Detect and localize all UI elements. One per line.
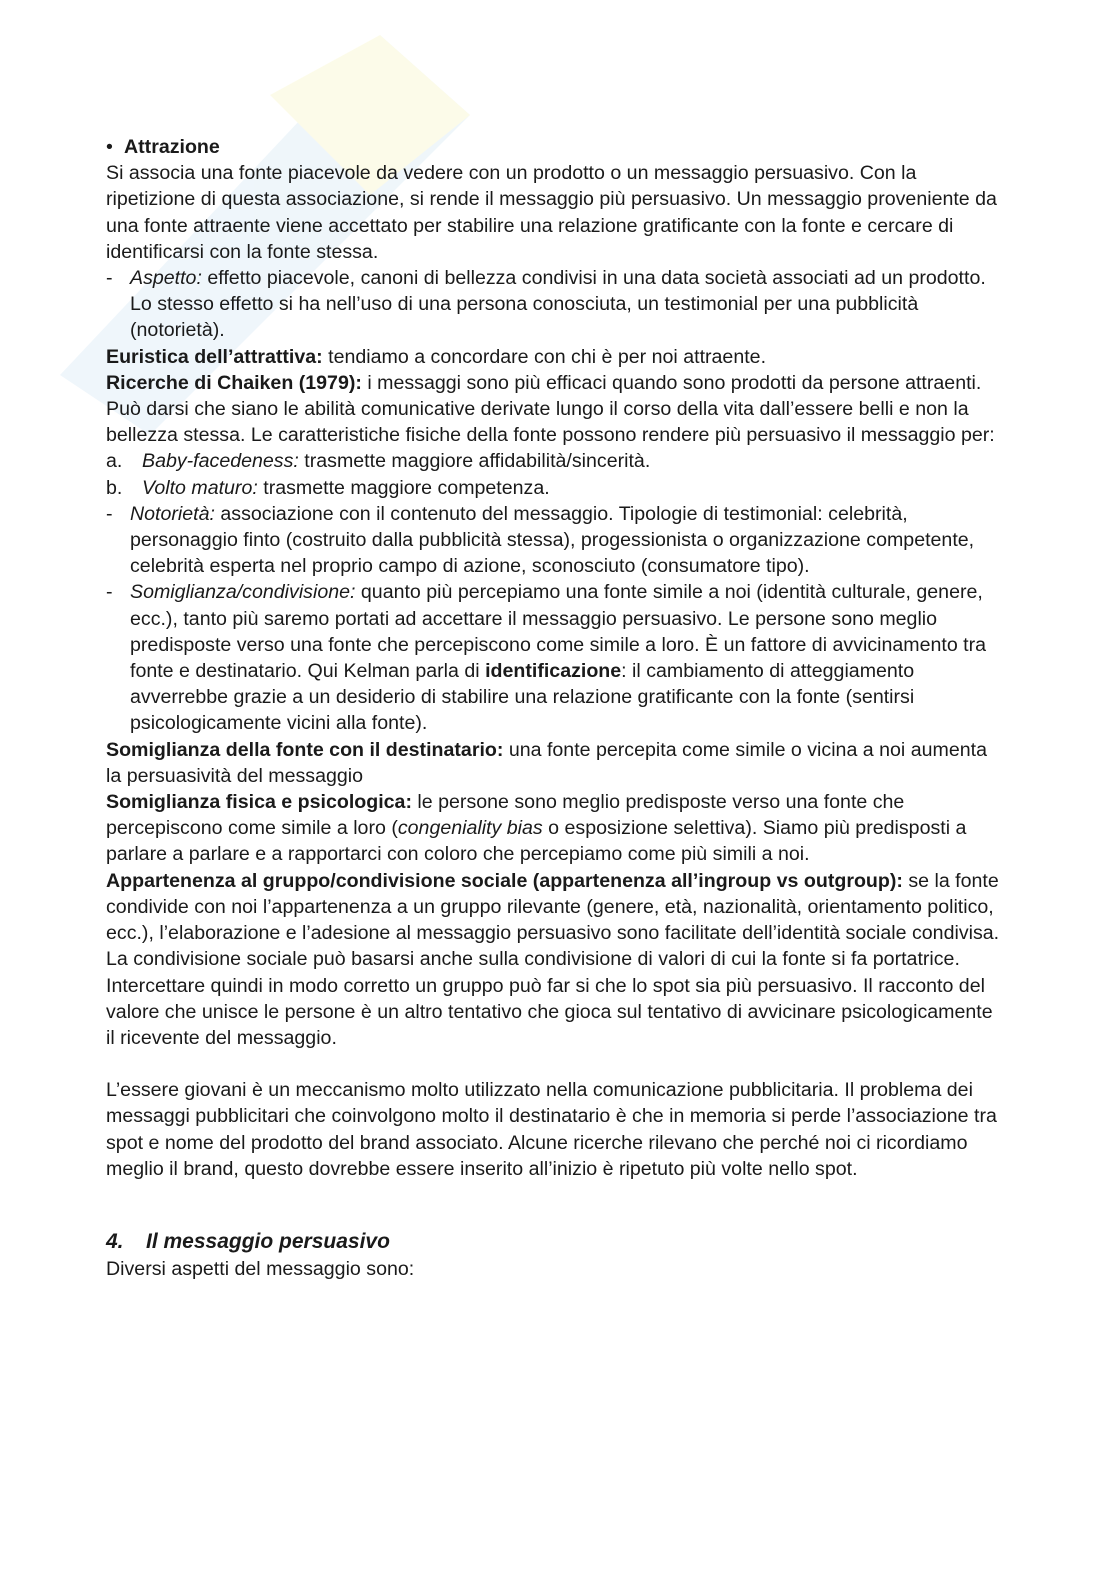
somiglianza-fisica-label: Somiglianza fisica e psicologica: (106, 791, 412, 814)
dash-marker: - (106, 502, 113, 525)
intro-paragraph: Si associa una fonte piacevole da vedere con un prodotto o un messaggio persuasivo. Con la ripetizione di questa associazione, si rende il messaggio più persuasivo. Un messaggio proveniente da una fonte attraente viene accettato per stabilire una relazione gratificante con la fonte e cercare di identificarsi con la fonte stessa. (106, 162, 997, 263)
appartenenza-text: se la fonte condivide con noi l’appartenenza a un gruppo rilevante (genere, età, nazionalità, orientamento politico, ecc.), l’elaborazione e l’adesione al messaggio persuasivo sono facilitate dell’identità sociale condivisa. La condivisione sociale può basarsi anche sulla condivisione di valori di cui la fonte si fa portatrice. Intercettare quindi in modo corretto un gruppo può far si che lo spot sia più persuasivo. Il racconto del valore che unisce le persone è un altro tentativo che gioca sul tentativo di avvicinare psicologicamente il ricevente del messaggio. (106, 869, 1000, 1049)
somiglianza-text2: : il cambiamento di atteggiamento avverrebbe grazie a un desiderio di stabilire una relazione gratificante con la fonte (sentirsi psicologicamente vicini alla fonte). (130, 660, 915, 735)
item-a-label: Baby-facedeness: (142, 450, 299, 473)
somiglianza-fonte-text: una fonte percepita come simile o vicina a noi aumenta la persuasività del messaggio (106, 738, 987, 787)
somiglianza-label: Somiglianza/condivisione: (130, 581, 356, 604)
heading-attrazione (106, 134, 1006, 160)
somiglianza-fisica-italic: congeniality bias (397, 817, 543, 840)
somiglianza-bold: identificazione (485, 660, 622, 683)
paragraph-somiglianza-fisica (106, 789, 1006, 868)
paragraph-diversi: Diversi aspetti del messaggio sono: (106, 1257, 415, 1280)
euristica-text: tendiamo a concordare con chi è per noi attraente. (322, 345, 767, 368)
paragraph-appartenenza (106, 868, 1006, 1051)
aspetto-label: Aspetto: (130, 267, 202, 290)
paragraph-chaiken (106, 370, 1006, 449)
heading-attrazione-text: Attrazione (124, 136, 220, 158)
chaiken-text: i messaggi sono più efficaci quando sono prodotti da persone attraenti. Può darsi che siano le abilità comunicative derivate lungo il corso della vita dall’essere belli e non la bellezza stessa. Le caratteristiche fisiche della fonte possono rendere più persuasivo il messaggio per: (106, 371, 995, 447)
list-item-somiglianza (106, 579, 1006, 736)
item-b-label: Volto maturo: (142, 476, 258, 499)
aspetto-text: effetto piacevole, canoni di bellezza condivisi in una data società associati ad un prodotto. Lo stesso effetto si ha nell’uso di una persona conosciuta, un testimonial per una pubblicità (notorietà). (130, 267, 986, 342)
notorieta-text: associazione con il contenuto del messaggio. Tipologie di testimonial: celebrità, personaggio finto (costruito dalla pubblicità stessa), progessionista o organizzazione competente, celebrità esperta nel proprio campo di azione, sconosciuto (consumatore tipo). (130, 502, 975, 578)
item-a-marker: a. (106, 450, 123, 473)
section-number: 4. (106, 1229, 124, 1253)
item-a-text: trasmette maggiore affidabilità/sincerità. (298, 450, 651, 473)
euristica-label: Euristica dell’attrattiva: (106, 345, 323, 368)
dash-marker: - (106, 267, 113, 290)
somiglianza-text: quanto più percepiamo una fonte simile a noi (identità culturale, genere, ecc.), tanto più saremo portati ad accettare il messaggio persuasivo. Le persone sono meglio predisposte verso una fonte che percepiscono come simile a loro. È un fattore di avvicinamento tra fonte e destinatario. Qui Kelman parla di (130, 581, 987, 683)
document-page (106, 134, 1006, 1282)
item-b-marker: b. (106, 476, 123, 499)
spacer (106, 1051, 1006, 1077)
list-item-notorieta (106, 501, 1006, 580)
appartenenza-label: Appartenenza al gruppo/condivisione sociale (appartenenza all’ingroup vs outgroup): (106, 869, 903, 892)
bullet-marker: • (106, 136, 113, 158)
somiglianza-fisica-text: le persone sono meglio predisposte verso una fonte che percepiscono come simile a loro ( (106, 791, 905, 840)
item-b-text: trasmette maggiore competenza. (257, 476, 550, 499)
section-title: Il messaggio persuasivo (146, 1229, 390, 1253)
paragraph-somiglianza-fonte (106, 737, 1006, 789)
list-item-aspetto (106, 265, 1006, 344)
spacer (106, 1182, 1006, 1228)
notorieta-label: Notorietà: (130, 502, 215, 525)
chaiken-label: Ricerche di Chaiken (1979): (106, 371, 362, 394)
dash-marker: - (106, 581, 113, 604)
section-heading-4 (106, 1228, 1006, 1256)
somiglianza-fonte-label: Somiglianza della fonte con il destinatario: (106, 738, 504, 761)
paragraph-giovani: L’essere giovani è un meccanismo molto utilizzato nella comunicazione pubblicitaria. Il problema dei messaggi pubblicitari che coinvolgono molto il destinatario è che in memoria si perde l’associazione tra spot e nome del prodotto del brand associato. Alcune ricerche rilevano che perché noi ci ricordiamo meglio il brand, questo dovrebbe essere inserito all’inizio è ripetuto più volte nello spot. (106, 1079, 997, 1180)
list-item-b (106, 475, 1006, 501)
somiglianza-fisica-text2: o esposizione selettiva). Siamo più predisposti a parlare a parlare e a rapportarci con coloro che percepiamo come più simili a noi. (106, 817, 967, 866)
list-item-a (106, 448, 1006, 474)
paragraph-euristica (106, 344, 1006, 370)
